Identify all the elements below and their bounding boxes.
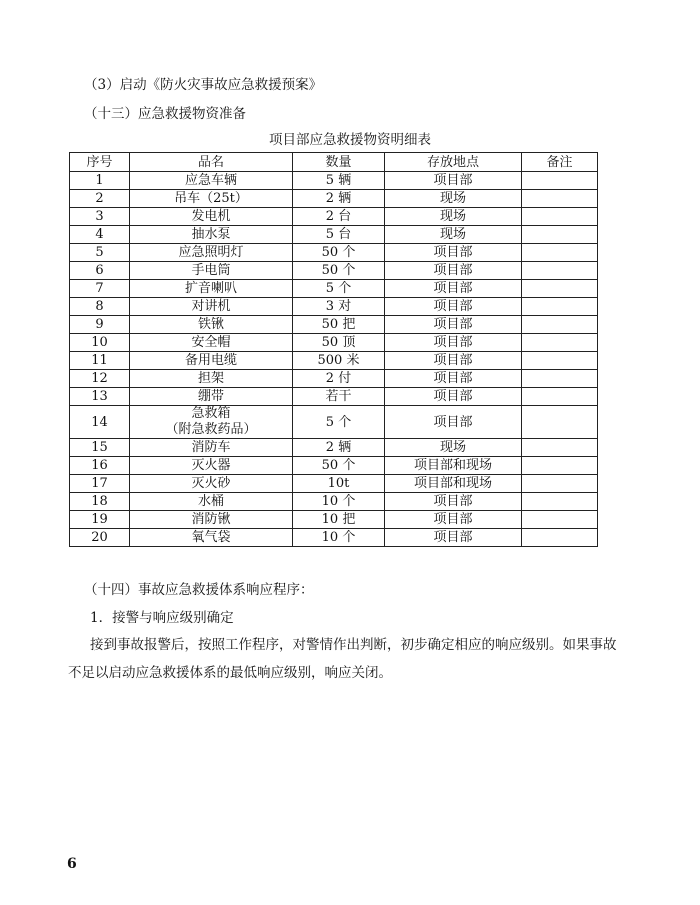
cell-index: 15 xyxy=(70,439,130,457)
cell-item: 担架 xyxy=(130,370,293,388)
cell-remarks xyxy=(522,334,598,352)
table-row xyxy=(70,244,598,262)
table-row xyxy=(70,280,598,298)
table-header-row xyxy=(70,153,598,172)
cell-index: 3 xyxy=(70,208,130,226)
cell-quantity: 50 个 xyxy=(293,457,385,475)
cell-item: 灭火器 xyxy=(130,457,293,475)
cell-remarks xyxy=(522,406,598,439)
cell-remarks xyxy=(522,208,598,226)
cell-location: 项目部和现场 xyxy=(385,457,522,475)
cell-index: 16 xyxy=(70,457,130,475)
table-row xyxy=(70,352,598,370)
table-row xyxy=(70,190,598,208)
cell-location: 项目部 xyxy=(385,298,522,316)
table-row xyxy=(70,334,598,352)
cell-location: 现场 xyxy=(385,190,522,208)
cell-item: 手电筒 xyxy=(130,262,293,280)
cell-index: 1 xyxy=(70,172,130,190)
cell-remarks xyxy=(522,475,598,493)
cell-remarks xyxy=(522,511,598,529)
cell-remarks xyxy=(522,190,598,208)
header-item: 品名 xyxy=(130,153,293,172)
cell-quantity: 5 辆 xyxy=(293,172,385,190)
cell-item: 备用电缆 xyxy=(130,352,293,370)
header-location: 存放地点 xyxy=(385,153,522,172)
table-row xyxy=(70,226,598,244)
cell-remarks xyxy=(522,388,598,406)
cell-index: 8 xyxy=(70,298,130,316)
cell-quantity: 500 米 xyxy=(293,352,385,370)
cell-quantity: 50 个 xyxy=(293,244,385,262)
header-index: 序号 xyxy=(70,153,130,172)
cell-quantity: 2 台 xyxy=(293,208,385,226)
cell-index: 14 xyxy=(70,406,130,439)
cell-location: 项目部 xyxy=(385,172,522,190)
cell-remarks xyxy=(522,244,598,262)
cell-quantity: 50 把 xyxy=(293,316,385,334)
cell-remarks xyxy=(522,457,598,475)
cell-item: 消防车 xyxy=(130,439,293,457)
cell-quantity: 10 个 xyxy=(293,529,385,547)
table-caption: 项目部应急救援物资明细表 xyxy=(269,132,431,148)
cell-location: 项目部 xyxy=(385,388,522,406)
table-row xyxy=(70,529,598,547)
cell-item: 氧气袋 xyxy=(130,529,293,547)
cell-item: 水桶 xyxy=(130,493,293,511)
cell-remarks xyxy=(522,262,598,280)
cell-remarks xyxy=(522,529,598,547)
table-row xyxy=(70,406,598,439)
body-paragraph-line-1: 接到事故报警后，按照工作程序，对警情作出判断，初步确定相应的响应级别。如果事故 xyxy=(90,637,617,653)
cell-index: 19 xyxy=(70,511,130,529)
cell-item: 铁锹 xyxy=(130,316,293,334)
table-row xyxy=(70,316,598,334)
table-row xyxy=(70,298,598,316)
cell-remarks xyxy=(522,298,598,316)
cell-location: 项目部 xyxy=(385,280,522,298)
cell-index: 7 xyxy=(70,280,130,298)
cell-remarks xyxy=(522,439,598,457)
cell-line: （附急救药品） xyxy=(165,422,257,437)
cell-index: 5 xyxy=(70,244,130,262)
table-row xyxy=(70,370,598,388)
cell-item: 抽水泵 xyxy=(130,226,293,244)
cell-location: 现场 xyxy=(385,226,522,244)
cell-item: 应急车辆 xyxy=(130,172,293,190)
cell-quantity: 50 顶 xyxy=(293,334,385,352)
table-row xyxy=(70,208,598,226)
cell-item: 安全帽 xyxy=(130,334,293,352)
table-row xyxy=(70,457,598,475)
cell-index: 10 xyxy=(70,334,130,352)
table-row xyxy=(70,475,598,493)
header-quantity: 数量 xyxy=(293,153,385,172)
table-body xyxy=(70,172,598,547)
section-heading-response: （十四）事故应急救援体系响应程序： xyxy=(84,582,314,598)
cell-index: 17 xyxy=(70,475,130,493)
page-number: 6 xyxy=(67,856,77,872)
section-heading-supplies: （十三）应急救援物资准备 xyxy=(84,106,246,122)
section-line-fire-plan: （3）启动《防火灾事故应急救援预案》 xyxy=(84,77,323,93)
cell-remarks xyxy=(522,226,598,244)
cell-item: 灭火砂 xyxy=(130,475,293,493)
cell-location: 现场 xyxy=(385,208,522,226)
cell-index: 2 xyxy=(70,190,130,208)
cell-location: 项目部和现场 xyxy=(385,475,522,493)
cell-location: 项目部 xyxy=(385,406,522,439)
cell-index: 12 xyxy=(70,370,130,388)
cell-location: 项目部 xyxy=(385,370,522,388)
cell-item: 应急照明灯 xyxy=(130,244,293,262)
cell-quantity: 2 辆 xyxy=(293,190,385,208)
cell-index: 18 xyxy=(70,493,130,511)
table-row xyxy=(70,493,598,511)
cell-index: 20 xyxy=(70,529,130,547)
cell-index: 9 xyxy=(70,316,130,334)
header-remarks: 备注 xyxy=(522,153,598,172)
cell-location: 项目部 xyxy=(385,334,522,352)
cell-quantity: 10 个 xyxy=(293,493,385,511)
table-row xyxy=(70,439,598,457)
cell-item: 绷带 xyxy=(130,388,293,406)
cell-location: 项目部 xyxy=(385,244,522,262)
cell-remarks xyxy=(522,172,598,190)
cell-quantity: 2 付 xyxy=(293,370,385,388)
cell-remarks xyxy=(522,280,598,298)
cell-quantity: 3 对 xyxy=(293,298,385,316)
cell-remarks xyxy=(522,316,598,334)
cell-line: 急救箱 xyxy=(191,406,231,421)
cell-quantity: 5 个 xyxy=(293,406,385,439)
cell-remarks xyxy=(522,493,598,511)
cell-quantity: 若干 xyxy=(293,388,385,406)
cell-quantity: 2 辆 xyxy=(293,439,385,457)
cell-location: 项目部 xyxy=(385,262,522,280)
cell-item: 对讲机 xyxy=(130,298,293,316)
supplies-table xyxy=(69,152,598,547)
table-row xyxy=(70,388,598,406)
cell-location: 项目部 xyxy=(385,529,522,547)
cell-location: 项目部 xyxy=(385,511,522,529)
cell-quantity: 10t xyxy=(293,475,385,493)
cell-location: 项目部 xyxy=(385,493,522,511)
cell-quantity: 5 台 xyxy=(293,226,385,244)
cell-item xyxy=(130,406,293,439)
cell-index: 4 xyxy=(70,226,130,244)
cell-location: 项目部 xyxy=(385,352,522,370)
body-paragraph-line-2: 不足以启动应急救援体系的最低响应级别，响应关闭。 xyxy=(68,665,392,681)
cell-location: 现场 xyxy=(385,439,522,457)
table-row xyxy=(70,172,598,190)
cell-quantity: 50 个 xyxy=(293,262,385,280)
cell-item: 扩音喇叭 xyxy=(130,280,293,298)
cell-item: 发电机 xyxy=(130,208,293,226)
cell-index: 6 xyxy=(70,262,130,280)
cell-item: 吊车（25t） xyxy=(130,190,293,208)
cell-location: 项目部 xyxy=(385,316,522,334)
cell-quantity: 5 个 xyxy=(293,280,385,298)
cell-remarks xyxy=(522,370,598,388)
table-row xyxy=(70,511,598,529)
cell-quantity: 10 把 xyxy=(293,511,385,529)
subheading-alarm: 1．接警与响应级别确定 xyxy=(90,610,234,626)
table-row xyxy=(70,262,598,280)
cell-index: 13 xyxy=(70,388,130,406)
cell-item: 消防锹 xyxy=(130,511,293,529)
cell-index: 11 xyxy=(70,352,130,370)
cell-remarks xyxy=(522,352,598,370)
